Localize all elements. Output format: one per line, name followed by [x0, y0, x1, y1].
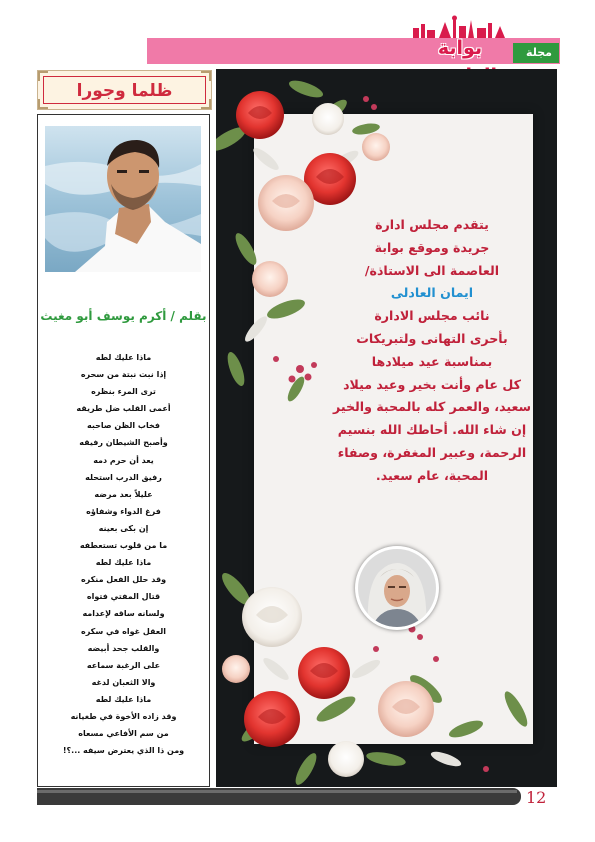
poem-line: ما من قلوب تستعطفه	[79, 541, 168, 551]
poem-line: وأصبح الشيطان رفيقه	[79, 438, 168, 448]
article-title: ظلما وجورا	[76, 81, 173, 101]
poem-line: والقلب جحد أبيضه	[87, 643, 160, 653]
greeting-message	[312, 214, 552, 488]
article-title-box	[37, 70, 212, 110]
article-title-frame	[43, 76, 206, 104]
greeting-line: سعيد، والعمر كله بالمحبة والخير	[332, 399, 531, 415]
greeting-line: العاصمة الى الاستاذة/	[364, 262, 500, 278]
greeting-line: المحبة، عام سعيد.	[375, 467, 489, 483]
poem-line: فرغ الدواء وشفاؤه	[86, 506, 161, 516]
greeting-line: يتقدم مجلس ادارة	[375, 217, 489, 232]
greeting-line: بمناسبة عيد ميلادها	[371, 353, 493, 369]
poem-line: إن بكى بعينه	[98, 523, 149, 533]
logo-text: بوابة	[437, 37, 483, 59]
author-photo	[45, 126, 201, 272]
poem-line: رفيق الدرب استحله	[85, 472, 162, 482]
honoree-name: ايمان العادلى	[390, 285, 474, 301]
greeting-line: كل عام وأنت بخير وعيد ميلاد	[343, 376, 521, 392]
poem-text	[40, 349, 207, 759]
magazine-logo	[405, 14, 515, 62]
footer-bar	[37, 788, 521, 805]
poem-line: العقل غواه في سكره	[80, 626, 166, 636]
greeting-line: جريدة وموقع بوابة	[374, 239, 490, 255]
poem-line: أعمى القلب ضل طريقه	[76, 404, 171, 414]
poem-line: من سم الأفاعي مسعاه	[78, 729, 169, 739]
poem-line: فخاب الظن صاحبه	[87, 421, 160, 431]
page-number: 12	[526, 788, 547, 807]
greeting-line: نائب مجلس الادارة	[374, 308, 490, 324]
poem-line: قتال المفتي فتواه	[86, 592, 161, 602]
poem-line: على الرغبة سماعه	[86, 660, 161, 670]
honoree-portrait-icon	[358, 549, 436, 627]
poem-line: ولسانه ساقه لإعدامه	[82, 609, 165, 619]
author-portrait-icon	[45, 126, 201, 272]
poem-line: إذا نبت نبتة من سحره	[80, 370, 167, 380]
poem-line: ومن ذا الذي يعترض سيفه ...؟!	[62, 746, 185, 756]
poem-line: ماذا عليك لطه	[95, 353, 152, 362]
poem-line: والا الثعبان لدغه	[91, 677, 156, 687]
poem-line: عليلاً بعد مرضه	[94, 489, 153, 499]
greeting-line: الرحمة، وعبير المغفرة، وصفاء	[337, 444, 527, 460]
poem-line: وقد حلل الفعل منكره	[80, 575, 167, 585]
poem-line: ماذا عليك لطه	[95, 558, 152, 568]
poem-line: وقد زاده الأخوة في طغيانه	[70, 711, 177, 721]
greeting-line: بأحرى التهانى ولتبريكات	[356, 330, 508, 346]
poem-line: ترى المرء بنظره	[91, 387, 156, 397]
author-byline: بقلم / أكرم يوسف أبو مغيث	[40, 309, 207, 323]
poem-line: يعد أن حرم دمه	[93, 455, 154, 465]
honoree-photo	[355, 546, 439, 630]
greeting-line: إن شاء الله. أحاطك الله بنسيم	[337, 422, 527, 438]
magazine-label: مجلة	[526, 46, 552, 59]
poem-line: ماذا عليك لطه	[95, 694, 152, 704]
